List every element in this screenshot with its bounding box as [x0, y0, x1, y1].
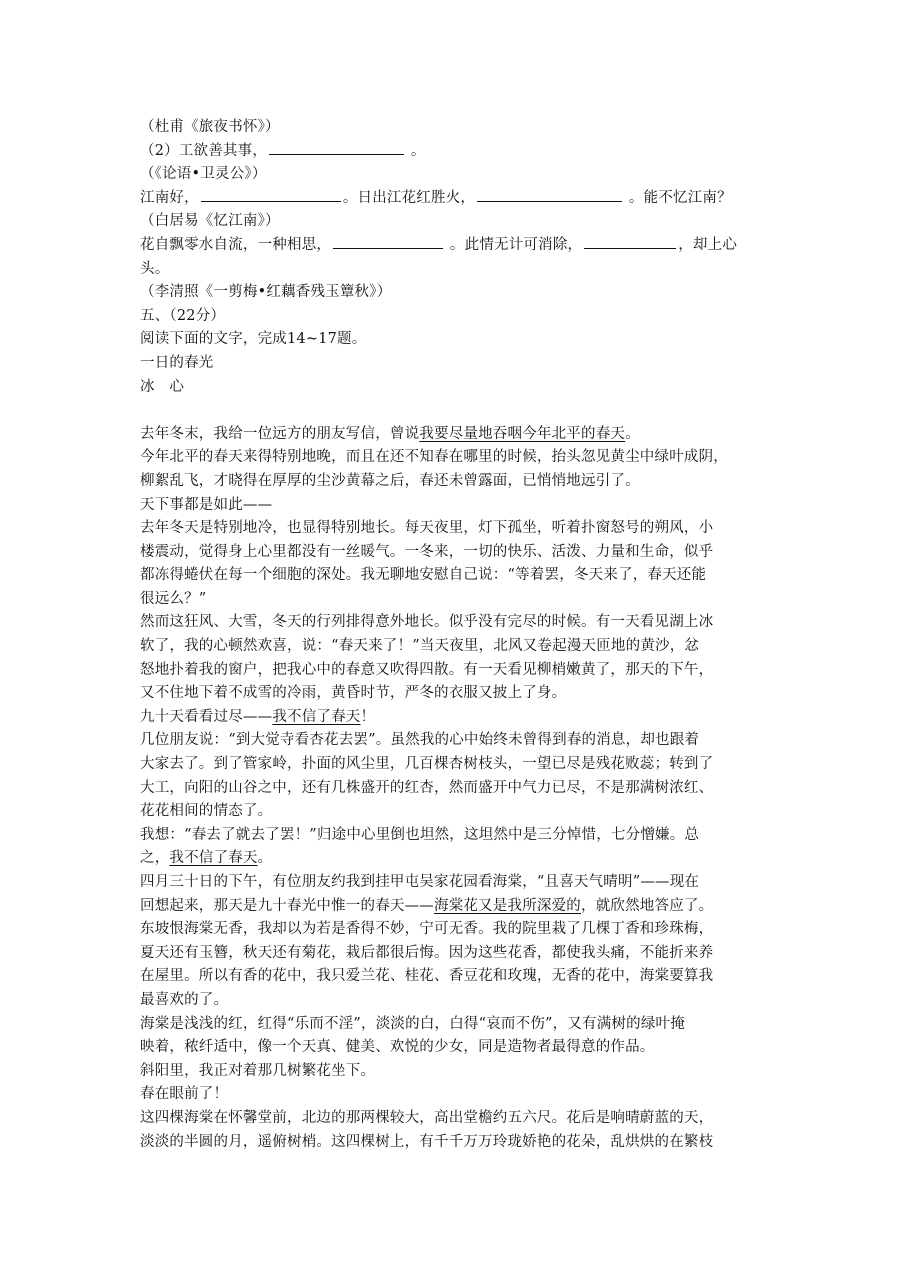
document-page — [140, 116, 780, 1154]
text-line — [140, 753, 780, 777]
text-segment: 天下事都是如此—— — [140, 496, 273, 513]
text-line — [140, 376, 780, 400]
text-segment: 。此情无计可消除， — [445, 236, 583, 253]
text-segment: 九十天看看过尽—— — [140, 708, 273, 725]
fill-in-blank — [201, 187, 341, 202]
text-line — [140, 1036, 780, 1060]
text-segment: 头。 — [140, 260, 170, 277]
text-line — [140, 847, 780, 871]
text-line — [140, 824, 780, 848]
text-segment: 。日出江花红胜火， — [342, 189, 476, 206]
text-line — [140, 494, 780, 518]
text-segment: 花自飘零水自流，一种相思， — [140, 236, 332, 253]
text-line — [140, 1131, 780, 1155]
text-line — [140, 895, 780, 919]
text-segment: 回想起来，那天是九十春光中惟一的春天—— — [140, 897, 434, 914]
text-line — [140, 328, 780, 352]
text-segment: 都冻得蜷伏在每一个细胞的深处。我无聊地安慰自己说：“等着罢，冬天来了，春天还能 — [140, 567, 707, 584]
text-segment: 斜阳里，我正对着那几树繁花坐下。 — [140, 1062, 376, 1079]
text-line — [140, 682, 780, 706]
text-line — [140, 611, 780, 635]
text-segment: 江南好， — [140, 189, 199, 206]
text-segment: 这四棵海棠在怀馨堂前，北边的那两棵较大，高出堂檐约五六尺。花后是响晴蔚蓝的天， — [140, 1109, 714, 1126]
text-line — [140, 423, 780, 447]
text-segment: 春在眼前了！ — [140, 1086, 229, 1103]
text-line — [140, 187, 780, 211]
text-line — [140, 564, 780, 588]
text-segment: 海棠是浅浅的红，红得“乐而不淫”，淡淡的白，白得“哀而不伤”，又有满树的绿叶掩 — [140, 1015, 685, 1032]
text-segment: 又不住地下着不成雪的冷雨，黄昏时节，严冬的衣服又披上了身。 — [140, 685, 567, 702]
fill-in-blank — [269, 140, 404, 155]
text-segment: （白居易《忆江南》） — [140, 213, 280, 230]
text-segment: 软了，我的心顿然欢喜，说：“春天来了！”当天夜里，北风又卷起漫天匝地的黄沙，忿 — [140, 638, 700, 655]
text-line — [140, 942, 780, 966]
text-line — [140, 305, 780, 329]
text-segment: （杜甫《旅夜书怀》） — [140, 119, 280, 135]
fill-in-blank — [584, 234, 676, 249]
text-segment: 今年北平的春天来得特别地晚，而且在还不知春在哪里的时候，抬头忽见黄尘中绿叶成阴， — [140, 449, 728, 466]
text-segment: （李清照《一剪梅•红藕香残玉簟秋》） — [140, 284, 392, 301]
text-line — [140, 116, 780, 140]
text-segment: 东坡恨海棠无香，我却以为若是香得不妙，宁可无香。我的院里栽了几棵丁香和珍珠梅， — [140, 921, 714, 938]
text-line — [140, 541, 780, 565]
text-line — [140, 659, 780, 683]
blank-line — [140, 399, 780, 423]
text-segment: 我想：“春去了就去了罢！”归途中心里倒也坦然，这坦然中是三分悼惜，七分憎嫌。总 — [140, 826, 700, 843]
text-segment: 。 — [406, 142, 426, 159]
text-segment: 在屋里。所以有香的花中，我只爱兰花、桂花、香豆花和玫瑰，无香的花中，海棠要算我 — [140, 968, 714, 985]
text-line — [140, 1060, 780, 1084]
text-segment: 最喜欢的了。 — [140, 991, 229, 1008]
text-segment: 然而这狂风、大雪，冬天的行列排得意外地长。似乎没有完尽的时候。有一天看见湖上冰 — [140, 614, 714, 631]
text-segment: 一日的春光 — [140, 354, 214, 371]
text-segment: 冰 心 — [140, 378, 185, 395]
text-segment: ！ — [360, 708, 376, 725]
text-segment: 怒地扑着我的窗户，把我心中的春意又吹得四散。有一天看见柳梢嫩黄了，那天的下午， — [140, 661, 714, 678]
fill-in-blank — [477, 187, 622, 202]
text-segment: 大工，向阳的山谷之中，还有几株盛开的红杏，然而盛开中气力已尽，不是那满树浓红、 — [140, 779, 714, 796]
text-line — [140, 777, 780, 801]
text-line — [140, 517, 780, 541]
text-line — [140, 1083, 780, 1107]
text-segment: 去年冬天是特别地冷，也显得特别地长。每天夜里，灯下孤坐，听着扑窗怒号的朔风，小 — [140, 520, 714, 537]
text-line — [140, 871, 780, 895]
text-segment: （《论语•卫灵公》） — [140, 166, 267, 183]
text-line — [140, 470, 780, 494]
text-segment: 柳絮乱飞，才晓得在厚厚的尘沙黄幕之后，春还未曾露面，已悄悄地远引了。 — [140, 472, 640, 489]
text-line — [140, 729, 780, 753]
text-line — [140, 635, 780, 659]
text-line — [140, 281, 780, 305]
text-line — [140, 140, 780, 164]
text-line — [140, 1013, 780, 1037]
underlined-phrase: 我不信了春天 — [272, 708, 361, 725]
text-segment: 去年冬末，我给一位远方的朋友写信，曾说 — [140, 425, 420, 442]
text-line — [140, 234, 780, 258]
text-segment: 。 — [257, 850, 273, 867]
text-segment: 大家去了。到了管家岭，扑面的风尘里，几百棵杏树枝头，一望已尽是残花败蕊；转到了 — [140, 756, 714, 773]
text-line — [140, 800, 780, 824]
text-segment: ，却上心 — [678, 236, 738, 253]
text-segment: 花花相间的情态了。 — [140, 803, 273, 820]
text-segment: 很远么？” — [140, 590, 207, 607]
fill-in-blank — [333, 234, 443, 249]
text-line — [140, 918, 780, 942]
text-segment: 几位朋友说：“到大觉寺看杏花去罢”。虽然我的心中始终未曾得到春的消息，却也跟着 — [140, 732, 700, 749]
text-segment: 映着，秾纤适中，像一个天真、健美、欢悦的少女，同是造物者最得意的作品。 — [140, 1039, 655, 1056]
text-segment: 阅读下面的文字，完成14~17题。 — [140, 331, 367, 348]
text-line — [140, 258, 780, 282]
text-line — [140, 706, 780, 730]
text-line — [140, 1107, 780, 1131]
text-line — [140, 965, 780, 989]
underlined-phrase: 我不信了春天 — [169, 850, 258, 867]
text-line — [140, 446, 780, 470]
text-segment: ，就欣然地答应了。 — [581, 897, 714, 914]
text-segment: 四月三十日的下午，有位朋友约我到挂甲屯吴家花园看海棠，“且喜天气晴明”——现在 — [140, 874, 700, 890]
text-line — [140, 989, 780, 1013]
text-segment: 。 — [625, 425, 640, 442]
text-line — [140, 588, 780, 612]
text-segment: 五、（22分） — [140, 307, 226, 324]
text-line — [140, 210, 780, 234]
text-segment: 之， — [140, 850, 170, 867]
text-segment: 淡淡的半圆的月，遥俯树梢。这四棵树上，有千千万万玲珑娇艳的花朵，乱烘烘的在繁枝 — [140, 1133, 714, 1150]
text-line — [140, 352, 780, 376]
underlined-phrase: 我要尽量地吞咽今年北平的春天 — [419, 425, 626, 442]
underlined-phrase: 海棠花又是我所深爱的 — [434, 897, 581, 914]
text-segment: 。能不忆江南？ — [624, 189, 732, 206]
text-segment: （2）工欲善其事， — [140, 142, 268, 159]
text-segment: 夏天还有玉簪，秋天还有菊花，栽后都很后悔。因为这些花香，都使我头痛，不能折来养 — [140, 944, 714, 961]
text-line — [140, 163, 780, 187]
text-segment: 楼震动，觉得身上心里都没有一丝暖气。一冬来，一切的快乐、活泼、力量和生命，似乎 — [140, 543, 714, 560]
